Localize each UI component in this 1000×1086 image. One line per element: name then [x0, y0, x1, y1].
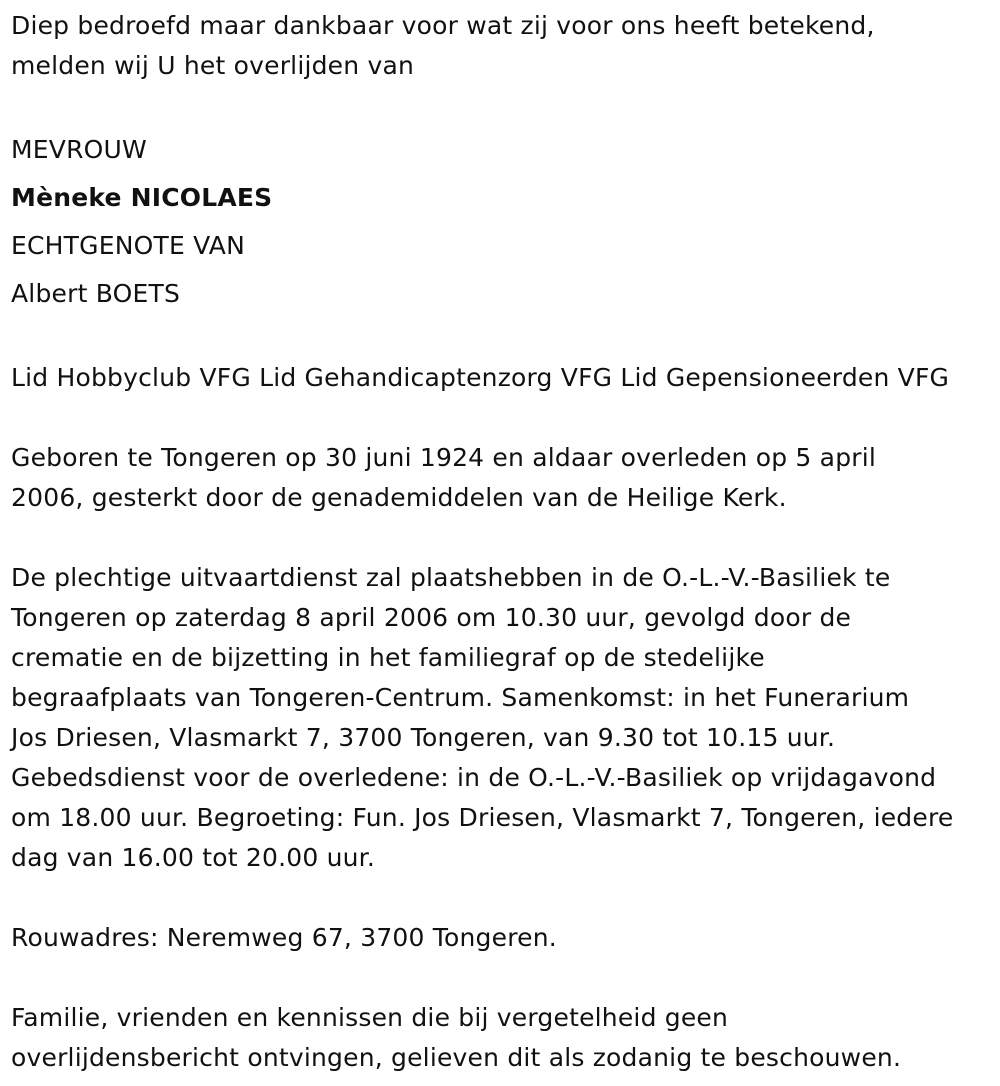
intro-line: Diep bedroefd maar dankbaar voor wat zij voor ons heeft betekend, [11, 11, 875, 40]
intro-line: melden wij U het overlijden van [11, 51, 415, 80]
spacer [11, 518, 996, 558]
service-line: dag van 16.00 tot 20.00 uur. [11, 843, 376, 872]
spouse-name: Albert BOETS [11, 279, 181, 308]
spacer [11, 878, 996, 918]
deceased-title: MEVROUW [11, 135, 147, 164]
service-line: Tongeren op zaterdag 8 april 2006 om 10.30 uur, gevolgd door de [11, 603, 852, 632]
spacer [11, 958, 996, 998]
closing-line: overlijdensbericht ontvingen, gelieven dit als zodanig te beschouwen. [11, 1043, 902, 1072]
spacer [11, 398, 996, 438]
service-line: begraafplaats van Tongeren-Centrum. Samenkomst: in het Funerarium [11, 683, 910, 712]
service-line: Gebedsdienst voor de overledene: in de O.-L.-V.-Basiliek op vrijdagavond [11, 763, 937, 792]
birth-death-line: 2006, gesterkt door de genademiddelen van de Heilige Kerk. [11, 483, 787, 512]
deceased-block [11, 126, 996, 318]
birth-death-line: Geboren te Tongeren op 30 juni 1924 en aldaar overleden op 5 april [11, 443, 877, 472]
spacer [11, 86, 996, 126]
closing-line: Familie, vrienden en kennissen die bij vergetelheid geen [11, 1003, 729, 1032]
deceased-name: Mèneke NICOLAES [11, 183, 273, 212]
service-line: om 18.00 uur. Begroeting: Fun. Jos Driesen, Vlasmarkt 7, Tongeren, iedere [11, 803, 954, 832]
spacer [11, 318, 996, 358]
death-notice [11, 6, 996, 1078]
mourning-address: Rouwadres: Neremweg 67, 3700 Tongeren. [11, 923, 557, 952]
relation-label: ECHTGENOTE VAN [11, 231, 245, 260]
service-line: De plechtige uitvaartdienst zal plaatshebben in de O.-L.-V.-Basiliek te [11, 563, 891, 592]
service-line: crematie en de bijzetting in het familiegraf op de stedelijke [11, 643, 765, 672]
memberships: Lid Hobbyclub VFG Lid Gehandicaptenzorg VFG Lid Gepensioneerden VFG [11, 363, 950, 392]
service-line: Jos Driesen, Vlasmarkt 7, 3700 Tongeren, van 9.30 tot 10.15 uur. [11, 723, 836, 752]
